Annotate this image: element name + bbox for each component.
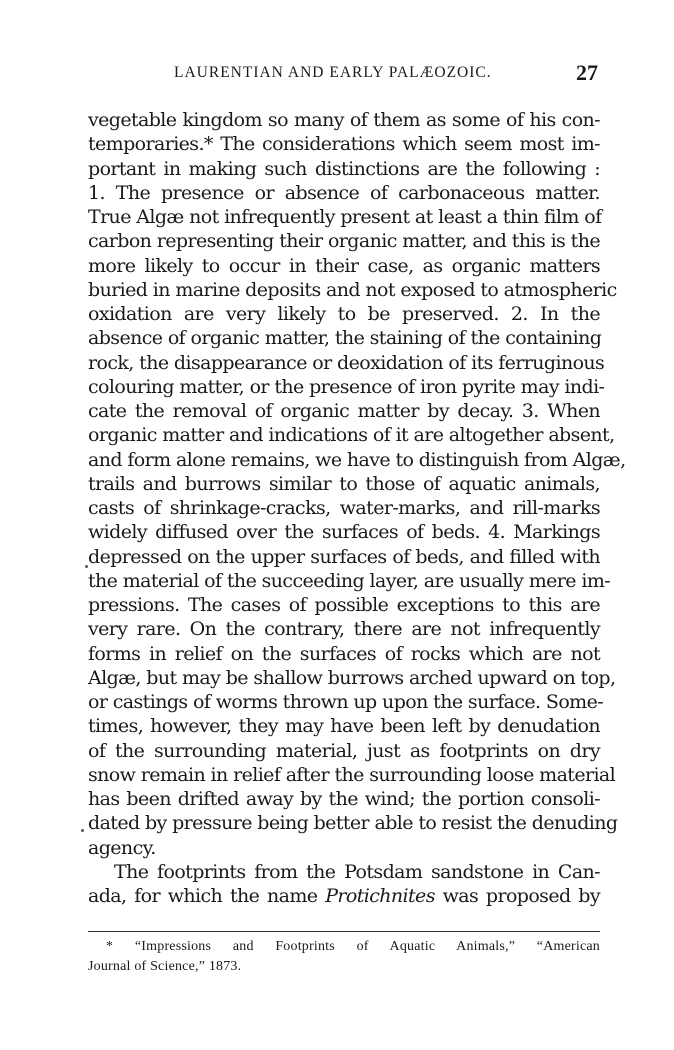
text-fragment: ada, for which the name <box>88 885 326 907</box>
text-line: agency. <box>88 836 156 859</box>
text-line: widely diffused over the surfaces of beds. 4. Markings <box>88 521 600 544</box>
text-line: organic matter and indications of it are altogether absent, <box>88 424 615 447</box>
text-line: trails and burrows similar to those of aquatic animals, <box>88 472 600 495</box>
running-title: LAURENTIAN AND EARLY PALÆOZOIC. <box>174 64 492 81</box>
italic-genus-name: Protichnites <box>325 885 435 907</box>
text-line: pressions. The cases of possible exceptions to this are <box>88 594 600 616</box>
text-line: depressed on the upper surfaces of beds, and filled with <box>88 545 600 568</box>
body-text <box>88 108 626 908</box>
text-line: colouring matter, or the presence of iron pyrite may indi- <box>88 375 605 398</box>
text-line: carbon representing their organic matter, and this is the <box>88 230 600 253</box>
text-line: Algæ, but may be shallow burrows arched upward on top, <box>88 666 616 689</box>
text-line: buried in marine deposits and not exposed to atmospheric <box>88 278 617 301</box>
text-line: of the surrounding material, just as footprints on dry <box>88 739 600 762</box>
footnote <box>88 937 600 977</box>
text-fragment: was proposed by <box>434 885 600 907</box>
text-line: 1. The presence or absence of carbonaceous matter. <box>88 181 600 204</box>
text-line: absence of organic matter, the staining of the containing <box>88 327 602 350</box>
text-line: temporaries.* The considerations which seem most im- <box>88 133 600 156</box>
text-line: cate the removal of organic matter by decay. 3. When <box>88 400 600 422</box>
paragraph-start-line: The footprints from the Potsdam sandstone in Can- <box>114 860 600 883</box>
footnote-line: * “Impressions and Footprints of Aquatic Animals,” “American <box>106 939 600 954</box>
text-line: True Algæ not infrequently present at least a thin film of <box>88 206 602 228</box>
text-line: vegetable kingdom so many of them as some of his con- <box>88 109 600 131</box>
text-line: dated by pressure being better able to resist the denuding <box>88 812 618 835</box>
text-line: very rare. On the contrary, there are not infrequently <box>88 618 600 641</box>
text-line: times, however, they may have been left by denudation <box>88 715 600 738</box>
text-line: portant in making such distinctions are the following : <box>88 157 600 180</box>
text-line: and form alone remains, we have to distinguish from Algæ, <box>88 448 626 471</box>
text-line: oxidation are very likely to be preserved. 2. In the <box>88 303 600 325</box>
running-head <box>88 60 600 90</box>
text-line-with-italic <box>88 884 600 908</box>
print-speck <box>81 829 84 832</box>
text-line: forms in relief on the surfaces of rocks which are not <box>88 642 600 665</box>
text-line: casts of shrinkage-cracks, water-marks, and rill-marks <box>88 497 600 519</box>
text-line: more likely to occur in their case, as organic matters <box>88 254 600 277</box>
text-line: snow remain in relief after the surrounding loose material <box>88 763 616 786</box>
text-line: has been drifted away by the wind; the portion consoli- <box>88 788 600 810</box>
footnote-rule <box>88 931 600 932</box>
page-number: 27 <box>576 60 598 85</box>
text-line: or castings of worms thrown up upon the surface. Some- <box>88 691 604 713</box>
footnote-line: Journal of Science,” 1873. <box>88 959 242 974</box>
print-speck <box>85 565 88 568</box>
text-line: rock, the disappearance or deoxidation of its ferruginous <box>88 351 605 374</box>
text-line: the material of the succeeding layer, are usually mere im- <box>88 569 611 592</box>
